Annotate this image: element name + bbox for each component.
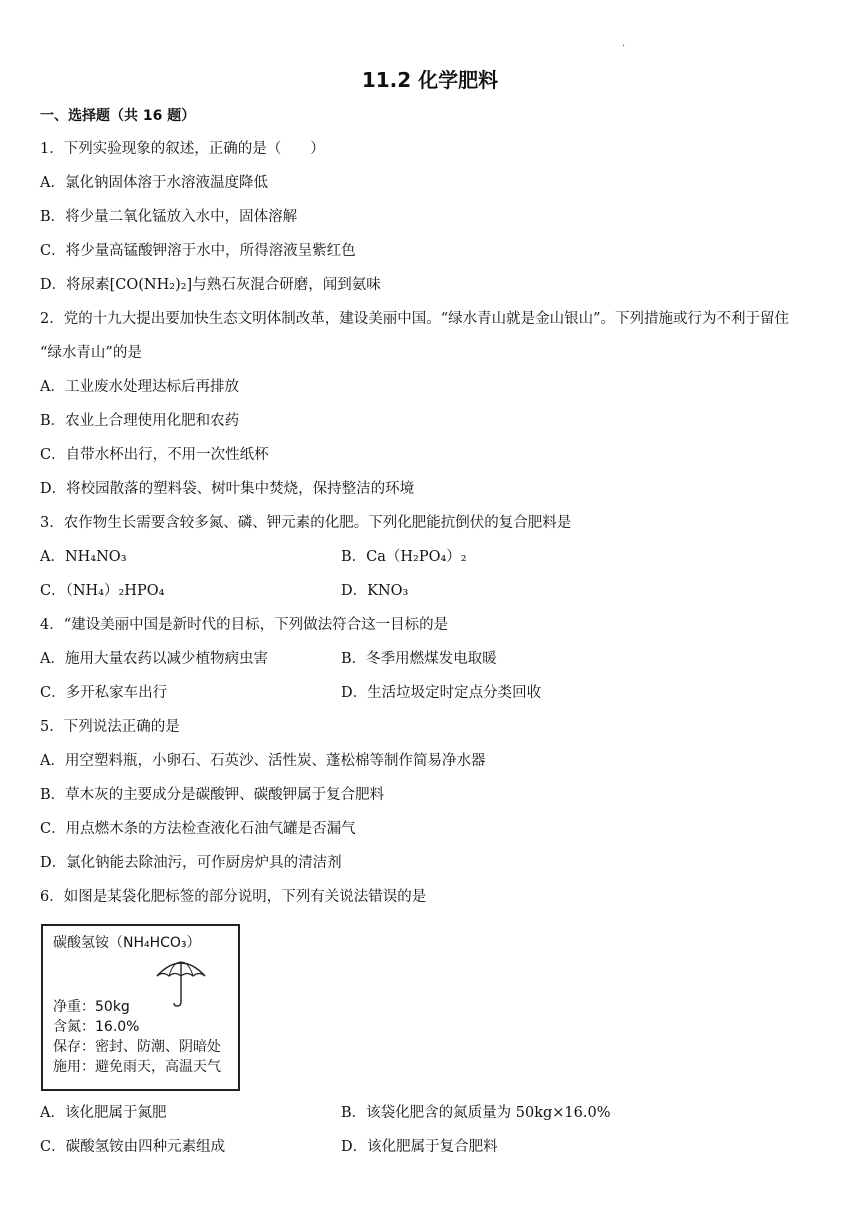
q6-option-b: B．该袋化肥含的氮质量为 50kg×16.0% <box>341 1105 611 1121</box>
q2-option-b: B．农业上合理使用化肥和农药 <box>40 413 240 429</box>
q4-option-c: C．多开私家车出行 <box>40 685 168 701</box>
q5-stem: 5．下列说法正确的是 <box>40 719 180 735</box>
label-usage: 施用：避免雨天，高温天气 <box>53 1059 221 1075</box>
q5-option-c: C．用点燃木条的方法检查液化石油气罐是否漏气 <box>40 821 356 837</box>
label-weight: 净重：50kg <box>53 999 130 1015</box>
label-storage: 保存：密封、防潮、阴暗处 <box>53 1039 221 1055</box>
q4-option-d: D．生活垃圾定时定点分类回收 <box>341 685 542 701</box>
q2-option-d: D．将校园散落的塑料袋、树叶集中焚烧，保持整洁的环境 <box>40 481 415 497</box>
q5-option-d: D．氯化钠能去除油污，可作厨房炉具的清洁剂 <box>40 855 342 871</box>
q4-stem: 4．“建设美丽中国是新时代的目标，下列做法符合这一目标的是 <box>40 617 449 633</box>
q6-option-d: D．该化肥属于复合肥料 <box>341 1139 498 1155</box>
q6-stem: 6．如图是某袋化肥标签的部分说明，下列有关说法错误的是 <box>40 889 427 905</box>
umbrella-icon <box>155 956 207 1008</box>
section-heading: 一、选择题（共 16 题） <box>40 108 196 124</box>
q3-option-c: C．（NH₄）₂HPO₄ <box>40 583 165 599</box>
q2-stem-line1: 2．党的十九大提出要加快生态文明体制改革，建设美丽中国。“绿水青山就是金山银山”。下列措施或行为不利于留住 <box>40 311 790 327</box>
q1-option-a: A．氯化钠固体溶于水溶液温度降低 <box>40 175 268 191</box>
q5-option-b: B．草木灰的主要成分是碳酸钾、碳酸钾属于复合肥料 <box>40 787 385 803</box>
q2-stem-line2: “绿水青山”的是 <box>40 345 142 361</box>
q4-option-a: A．施用大量农药以减少植物病虫害 <box>40 651 268 667</box>
q5-option-a: A．用空塑料瓶，小卵石、石英沙、活性炭、蓬松棉等制作简易净水器 <box>40 753 486 769</box>
q3-stem: 3．农作物生长需要含较多氮、磷、钾元素的化肥。下列化肥能抗倒伏的复合肥料是 <box>40 515 572 531</box>
q2-option-c: C．自带水杯出行，不用一次性纸杯 <box>40 447 269 463</box>
header-dot: . <box>622 38 626 49</box>
q2-option-a: A．工业废水处理达标后再排放 <box>40 379 239 395</box>
q1-option-b: B．将少量二氧化锰放入水中，固体溶解 <box>40 209 298 225</box>
q1-option-d: D．将尿素[CO(NH₂)₂]与熟石灰混合研磨，闻到氨味 <box>40 277 381 293</box>
q3-option-b: B．Ca（H₂PO₄）₂ <box>341 549 467 565</box>
label-nitrogen: 含氮：16.0% <box>53 1019 140 1035</box>
q6-option-c: C．碳酸氢铵由四种元素组成 <box>40 1139 226 1155</box>
q4-option-b: B．冬季用燃煤发电取暖 <box>341 651 497 667</box>
q3-option-a: A．NH₄NO₃ <box>40 549 127 565</box>
fertilizer-label <box>41 924 240 1091</box>
label-title: 碳酸氢铵（NH₄HCO₃） <box>53 935 201 951</box>
q1-stem: 1．下列实验现象的叙述，正确的是（ ） <box>40 141 325 157</box>
q3-option-d: D．KNO₃ <box>341 583 409 599</box>
page-title: 11.2 化学肥料 <box>361 68 499 92</box>
q6-option-a: A．该化肥属于氮肥 <box>40 1105 167 1121</box>
q1-option-c: C．将少量高锰酸钾溶于水中，所得溶液呈紫红色 <box>40 243 356 259</box>
